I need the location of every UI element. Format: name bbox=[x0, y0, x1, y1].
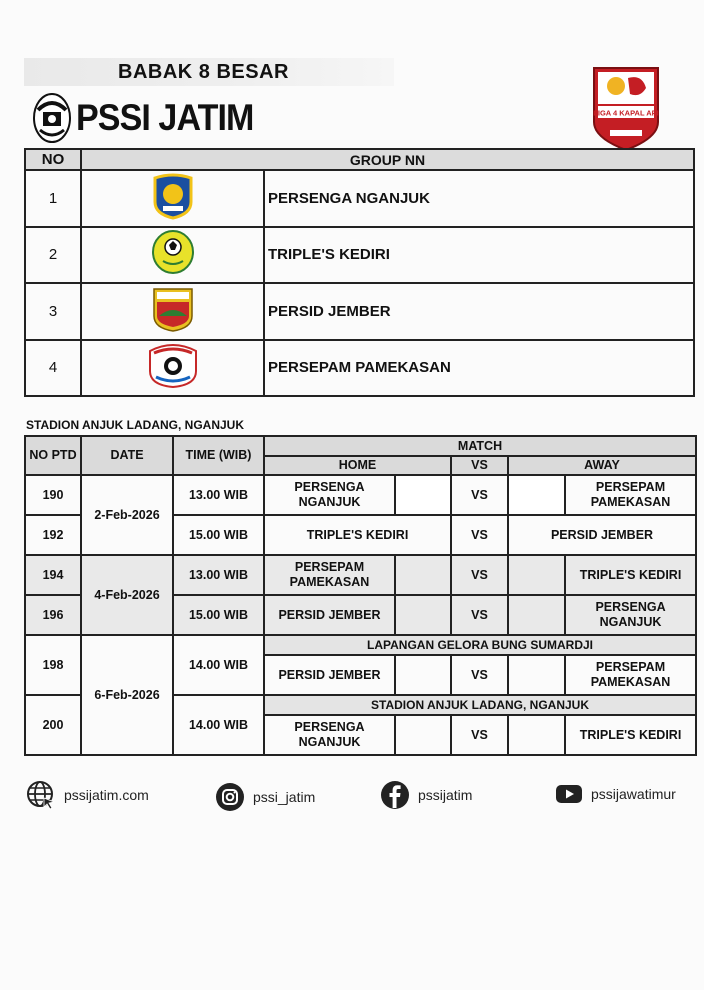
match-time: 13.00 WIB bbox=[173, 555, 264, 595]
match-vs: VS bbox=[451, 595, 508, 635]
team-name: PERSEPAM PAMEKASAN bbox=[264, 340, 694, 397]
match-time: 15.00 WIB bbox=[173, 595, 264, 635]
liga4-kapal-api-logo bbox=[590, 64, 662, 152]
col-away: AWAY bbox=[508, 456, 696, 475]
match-date: 2-Feb-2026 bbox=[81, 475, 173, 555]
match-venue: STADION ANJUK LADANG, NGANJUK bbox=[264, 695, 696, 715]
col-vs: VS bbox=[451, 456, 508, 475]
match-vs: VS bbox=[451, 555, 508, 595]
col-time: TIME (WIB) bbox=[173, 436, 264, 475]
col-home: HOME bbox=[264, 456, 451, 475]
instagram-text: pssi_jatim bbox=[253, 789, 316, 805]
group-title: GROUP NN bbox=[81, 149, 694, 170]
match-away: TRIPLE'S KEDIRI bbox=[565, 715, 696, 755]
team-name: PERSID JEMBER bbox=[264, 283, 694, 340]
youtube-text: pssijawatimur bbox=[591, 786, 676, 802]
match-away: PERSEPAM PAMEKASAN bbox=[565, 475, 696, 515]
youtube-link[interactable] bbox=[555, 783, 676, 805]
group-row bbox=[25, 283, 694, 340]
venue-title: STADION ANJUK LADANG, NGANJUK bbox=[26, 418, 245, 432]
match-away: TRIPLE'S KEDIRI bbox=[565, 555, 696, 595]
col-match: MATCH bbox=[264, 436, 696, 456]
match-time: 15.00 WIB bbox=[173, 515, 264, 555]
match-date: 4-Feb-2026 bbox=[81, 555, 173, 635]
facebook-text: pssijatim bbox=[418, 787, 473, 803]
match-no: 194 bbox=[25, 555, 81, 595]
col-date: DATE bbox=[81, 436, 173, 475]
group-row bbox=[25, 170, 694, 227]
match-home: PERSENGA NGANJUK bbox=[264, 715, 395, 755]
pssi-jatim-brand bbox=[32, 92, 269, 144]
match-home: PERSENGA NGANJUK bbox=[264, 475, 395, 515]
match-no: 192 bbox=[25, 515, 81, 555]
match-time: 14.00 WIB bbox=[173, 695, 264, 755]
team-name: PERSENGA NGANJUK bbox=[264, 170, 694, 227]
group-col-no: NO bbox=[25, 149, 81, 170]
match-venue: LAPANGAN GELORA BUNG SUMARDJI bbox=[264, 635, 696, 655]
instagram-link[interactable] bbox=[215, 782, 315, 812]
website-link[interactable] bbox=[26, 780, 149, 810]
footer-social bbox=[0, 778, 704, 818]
match-home: PERSID JEMBER bbox=[264, 595, 395, 635]
team-no: 3 bbox=[25, 283, 81, 340]
facebook-icon bbox=[380, 780, 410, 810]
group-table bbox=[24, 148, 695, 397]
match-away: PERSENGA NGANJUK bbox=[565, 595, 696, 635]
match-vs: VS bbox=[451, 515, 508, 555]
match-row bbox=[25, 475, 696, 515]
match-time: 13.00 WIB bbox=[173, 475, 264, 515]
match-no: 190 bbox=[25, 475, 81, 515]
brand-title: PSSI JATIM bbox=[76, 97, 254, 138]
persid-logo-icon bbox=[151, 286, 195, 332]
match-no: 196 bbox=[25, 595, 81, 635]
persenga-logo-icon bbox=[151, 172, 195, 220]
match-vs: VS bbox=[451, 715, 508, 755]
match-time: 14.00 WIB bbox=[173, 635, 264, 695]
match-no: 200 bbox=[25, 695, 81, 755]
youtube-icon bbox=[555, 783, 583, 805]
group-row bbox=[25, 340, 694, 397]
match-home: PERSEPAM PAMEKASAN bbox=[264, 555, 395, 595]
team-no: 1 bbox=[25, 170, 81, 227]
svg-text:LIGA 4 KAPAL API: LIGA 4 KAPAL API bbox=[593, 108, 659, 118]
schedule-table bbox=[24, 435, 697, 756]
team-no: 2 bbox=[25, 227, 81, 284]
globe-icon bbox=[26, 780, 56, 810]
round-banner bbox=[24, 58, 394, 86]
team-name: TRIPLE'S KEDIRI bbox=[264, 227, 694, 284]
match-row bbox=[25, 555, 696, 595]
website-text: pssijatim.com bbox=[64, 787, 149, 803]
match-vs: VS bbox=[451, 655, 508, 695]
match-home: PERSID JEMBER bbox=[264, 655, 395, 695]
match-away: PERSID JEMBER bbox=[508, 515, 696, 555]
match-home: TRIPLE'S KEDIRI bbox=[264, 515, 451, 555]
persepam-logo-icon bbox=[146, 341, 200, 389]
match-vs: VS bbox=[451, 475, 508, 515]
match-away: PERSEPAM PAMEKASAN bbox=[565, 655, 696, 695]
instagram-icon bbox=[215, 782, 245, 812]
round-title: BABAK 8 BESAR bbox=[118, 60, 289, 83]
triples-logo-icon bbox=[151, 229, 195, 275]
match-date: 6-Feb-2026 bbox=[81, 635, 173, 755]
team-no: 4 bbox=[25, 340, 81, 397]
match-no: 198 bbox=[25, 635, 81, 695]
col-no-ptd: NO PTD bbox=[25, 436, 81, 475]
facebook-link[interactable] bbox=[380, 780, 472, 810]
pssi-crest-icon bbox=[32, 92, 72, 144]
group-row bbox=[25, 227, 694, 284]
